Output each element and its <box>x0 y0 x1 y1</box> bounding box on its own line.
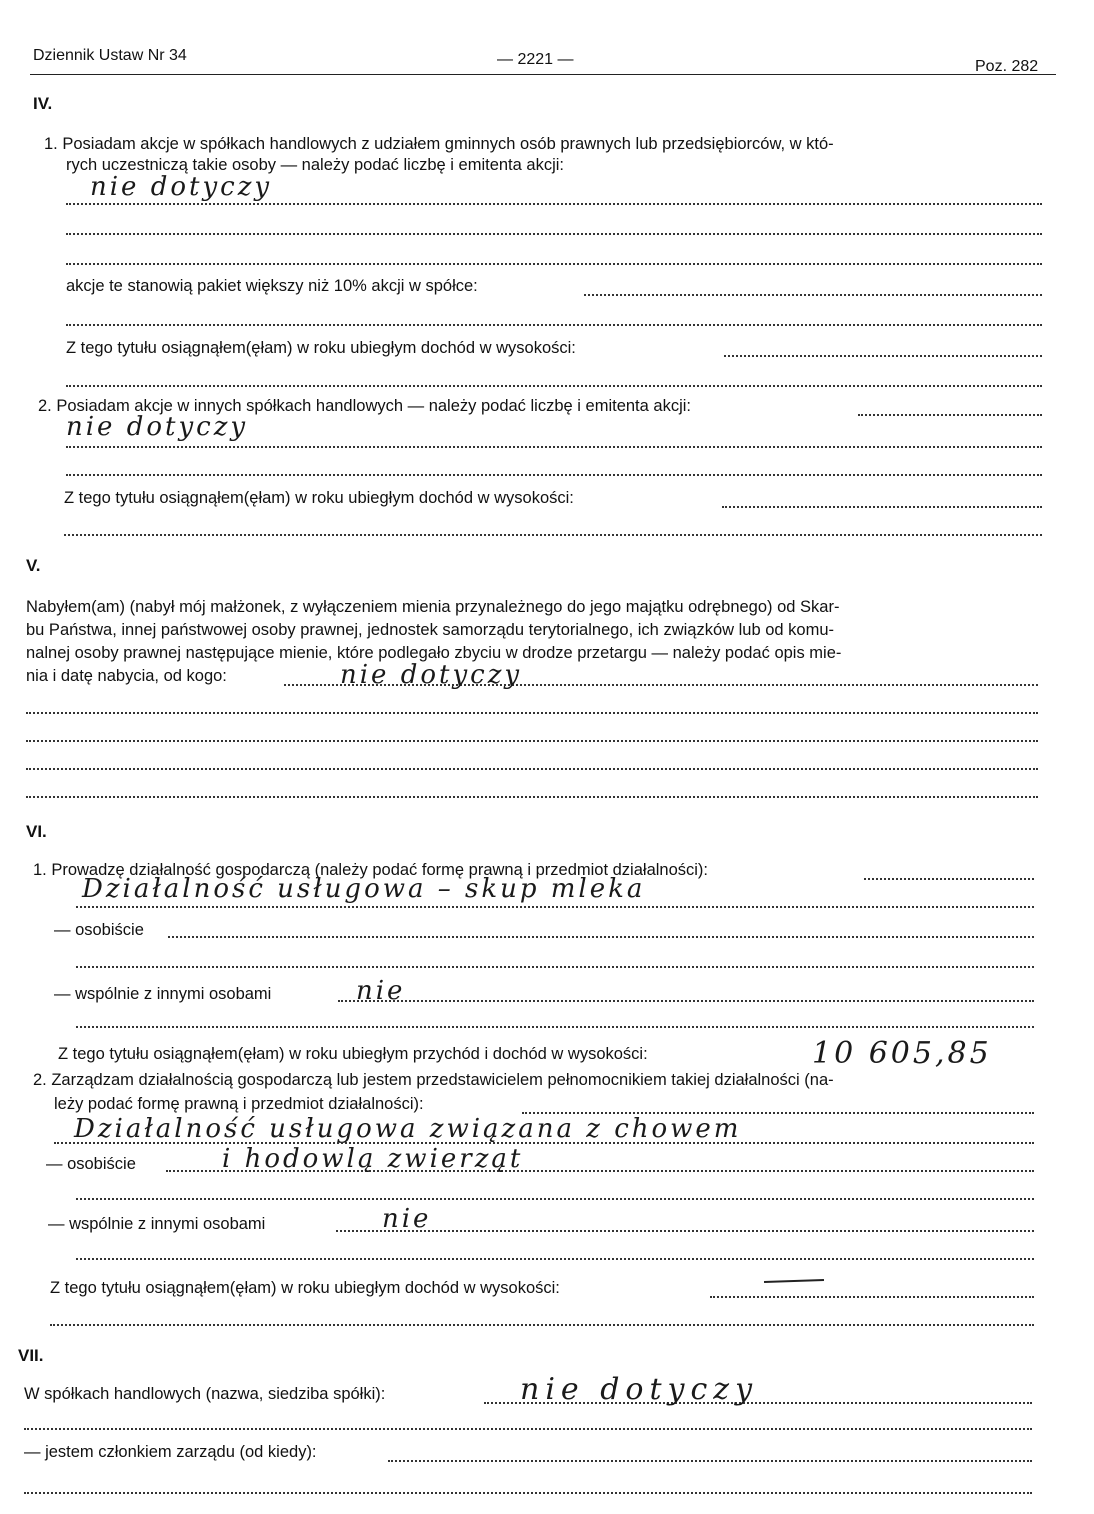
answer-line <box>24 1428 1032 1430</box>
answer-line <box>76 1198 1034 1200</box>
answer-line <box>26 740 1038 742</box>
answer-line <box>710 1296 1034 1298</box>
s4-item2-handwriting: nie dotyczy <box>66 412 249 442</box>
header-rule <box>30 74 1056 75</box>
s6-jointly: — wspólnie z innymi osobami <box>54 985 272 1003</box>
answer-line <box>722 506 1042 508</box>
answer-line <box>24 1492 1032 1494</box>
answer-line <box>724 355 1042 357</box>
answer-line <box>64 534 1042 536</box>
section-6-numeral: VI. <box>26 822 47 841</box>
position-number: Poz. 282 <box>975 58 1039 75</box>
answer-line <box>168 936 1034 938</box>
answer-line <box>858 414 1042 416</box>
answer-line <box>76 1026 1034 1028</box>
answer-line <box>66 263 1042 265</box>
s5-line1: Nabyłem(am) (nabył mój małżonek, z wyłączeniem mienia przynależnego do jego majątku odrębnego) od Skar- <box>26 598 840 616</box>
s4-item2-income: Z tego tytułu osiągnąłem(ęłam) w roku ubiegłym dochód w wysokości: <box>64 489 574 507</box>
answer-line <box>66 233 1042 235</box>
s6-item2-line2: leży podać formę prawną i przedmiot działalności): <box>54 1095 424 1113</box>
answer-line <box>584 294 1042 296</box>
s6-jointly2: — wspólnie z innymi osobami <box>48 1215 266 1233</box>
s6-jointly-handwriting: nie <box>356 976 406 1006</box>
answer-line <box>864 878 1034 880</box>
s4-item1-income: Z tego tytułu osiągnąłem(ęłam) w roku ubiegłym dochód w wysokości: <box>66 339 576 357</box>
s5-line4: nia i datę nabycia, od kogo: <box>26 667 227 685</box>
answer-line <box>388 1460 1032 1462</box>
s4-item1-handwriting: nie dotyczy <box>90 172 273 202</box>
answer-line <box>66 324 1042 326</box>
s6-item1: 1. Prowadzę działalność gospodarczą (należy podać formę prawną i przedmiot działalności): <box>33 861 709 879</box>
s6-item2-handwriting: Działalność usługowa związana z chowem <box>74 1114 742 1144</box>
s6-personally: — osobiście <box>54 921 144 939</box>
s5-line2: bu Państwa, innej państwowej osoby prawnej, jednostek samorządu terytorialnego, ich związków lub od komu- <box>26 621 835 639</box>
s6-income2: Z tego tytułu osiągnąłem(ęłam) w roku ubiegłym dochód w wysokości: <box>50 1279 560 1297</box>
answer-line <box>336 1230 1034 1232</box>
answer-line <box>76 1258 1034 1260</box>
answer-line <box>76 906 1034 908</box>
page-number: — 2221 — <box>497 51 574 68</box>
answer-line <box>26 796 1038 798</box>
s6-jointly2-handwriting: nie <box>382 1204 432 1234</box>
answer-line <box>26 712 1038 714</box>
s6-income1: Z tego tytułu osiągnąłem(ęłam) w roku ubiegłym przychód i dochód w wysokości: <box>58 1045 648 1063</box>
s6-personally2-handwriting: i hodowlą zwierząt <box>222 1144 524 1174</box>
answer-line <box>54 1142 1034 1144</box>
answer-line <box>66 474 1042 476</box>
journal-title: Dziennik Ustaw Nr 34 <box>33 47 187 64</box>
answer-line <box>66 385 1042 387</box>
answer-line <box>338 1000 1034 1002</box>
section-4-numeral: IV. <box>33 94 53 113</box>
answer-line <box>66 446 1042 448</box>
answer-line <box>66 203 1042 205</box>
s5-handwriting: nie dotyczy <box>340 660 523 690</box>
s6-item2-line1: 2. Zarządzam działalnością gospodarczą lub jestem przedstawicielem pełnomocnikiem takiej działalności (na- <box>33 1071 834 1089</box>
dash-mark <box>764 1279 824 1283</box>
section-7-numeral: VII. <box>18 1346 44 1365</box>
s7-companies: W spółkach handlowych (nazwa, siedziba spółki): <box>24 1385 386 1403</box>
s4-item2: 2. Posiadam akcje w innych spółkach handlowych — należy podać liczbę i emitenta akcji: <box>38 397 691 415</box>
answer-line <box>26 768 1038 770</box>
s7-companies-handwriting: nie dotyczy <box>520 1372 759 1407</box>
s6-item1-handwriting: Działalność usługowa – skup mleka <box>82 874 646 904</box>
s5-line3: nalnej osoby prawnej następujące mienie, które podlegało zbyciu w drodze przetargu — należy podać opis mie- <box>26 644 842 662</box>
s6-income1-handwriting: 10 605,85 <box>812 1036 992 1071</box>
s4-item1-line2: rych uczestniczą takie osoby — należy podać liczbę i emitenta akcji: <box>66 156 564 174</box>
answer-line <box>50 1324 1034 1326</box>
s6-personally2: — osobiście <box>46 1155 136 1173</box>
s4-item1-packet: akcje te stanowią pakiet większy niż 10% akcji w spółce: <box>66 277 478 295</box>
s7-board: — jestem członkiem zarządu (od kiedy): <box>24 1443 317 1461</box>
answer-line <box>76 966 1034 968</box>
s4-item1-line1: 1. Posiadam akcje w spółkach handlowych z udziałem gminnych osób prawnych lub przedsiębiorców, w któ- <box>44 135 834 153</box>
section-5-numeral: V. <box>26 556 41 575</box>
